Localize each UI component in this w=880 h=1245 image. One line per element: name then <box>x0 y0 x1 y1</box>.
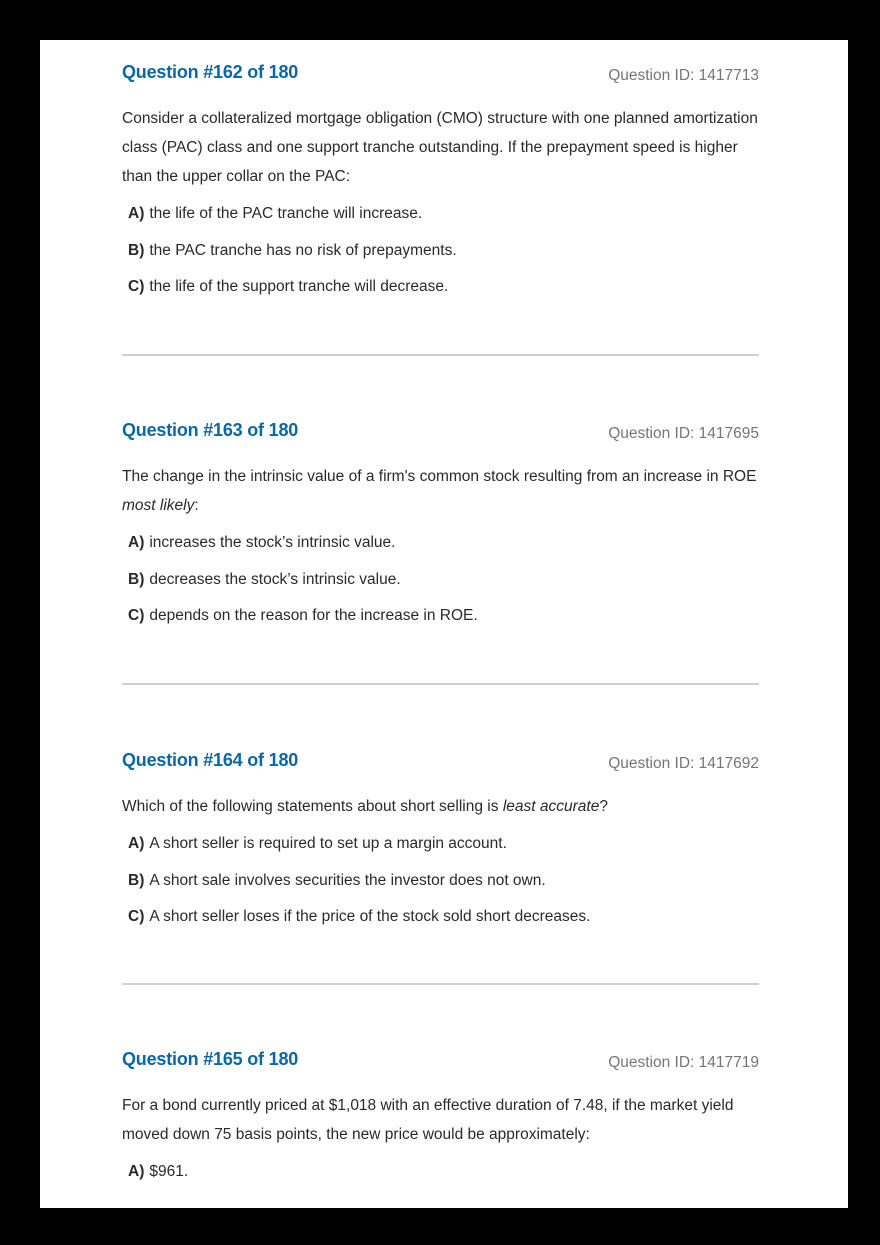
option-letter: A) <box>128 534 145 551</box>
answer-option-b[interactable] <box>128 240 759 277</box>
question-header <box>122 750 759 780</box>
stem-text: Which of the following statements about short selling is <box>122 798 503 815</box>
option-text: increases the stock’s intrinsic value. <box>149 534 396 551</box>
question-title: Question #165 of 180 <box>122 1049 299 1069</box>
question-block <box>122 62 759 313</box>
option-text: A short seller loses if the price of the stock sold short decreases. <box>149 908 591 925</box>
question-title: Question #164 of 180 <box>122 750 299 770</box>
question-title: Question #162 of 180 <box>122 62 299 82</box>
answer-option-c[interactable] <box>128 906 759 943</box>
option-letter: C) <box>128 908 145 925</box>
option-text: the life of the PAC tranche will increase. <box>149 205 423 222</box>
question-stem <box>122 462 759 520</box>
stem-text: The change in the intrinsic value of a firm's common stock resulting from an increase in ROE <box>122 468 757 485</box>
question-block <box>122 750 759 943</box>
option-letter: B) <box>128 570 145 588</box>
question-stem <box>122 1091 759 1149</box>
answer-option-c[interactable] <box>128 276 759 313</box>
question-id: Question ID: 1417695 <box>608 425 759 442</box>
answer-options <box>122 203 759 313</box>
section-divider <box>122 983 759 985</box>
option-text: A short seller is required to set up a margin account. <box>149 835 507 852</box>
option-text: $961. <box>149 1163 189 1180</box>
answer-option-a[interactable] <box>128 833 759 870</box>
option-letter: B) <box>128 241 145 259</box>
option-text: the PAC tranche has no risk of prepayments. <box>149 241 457 259</box>
answer-option-b[interactable] <box>128 569 759 606</box>
question-stem <box>122 104 759 191</box>
option-letter: A) <box>128 1163 145 1180</box>
option-letter: C) <box>128 607 145 624</box>
answer-options <box>122 1161 759 1198</box>
question-header <box>122 420 759 450</box>
answer-option-c[interactable] <box>128 605 759 642</box>
answer-option-b[interactable] <box>128 870 759 907</box>
question-id: Question ID: 1417692 <box>608 755 759 772</box>
section-divider <box>122 354 759 356</box>
document-page <box>40 40 848 1208</box>
stem-text: For a bond currently priced at $1,018 with an effective duration of 7.48, if the market yield moved down 75 basis points, the new price would be approximately: <box>122 1097 734 1143</box>
question-block <box>122 420 759 642</box>
stem-text: ? <box>599 798 608 815</box>
option-text: depends on the reason for the increase in ROE. <box>149 607 478 624</box>
question-header <box>122 1049 759 1079</box>
question-header <box>122 62 759 92</box>
stem-emphasis: least accurate <box>502 798 600 815</box>
option-letter: C) <box>128 278 145 295</box>
option-text: the life of the support tranche will decrease. <box>149 278 449 295</box>
answer-options <box>122 833 759 943</box>
option-letter: B) <box>128 871 145 889</box>
option-text: decreases the stock’s intrinsic value. <box>149 570 401 588</box>
answer-option-a[interactable] <box>128 1161 759 1198</box>
question-title: Question #163 of 180 <box>122 420 299 440</box>
option-text: A short sale involves securities the investor does not own. <box>149 871 546 889</box>
question-id: Question ID: 1417713 <box>608 67 759 84</box>
answer-options <box>122 532 759 642</box>
answer-option-a[interactable] <box>128 532 759 569</box>
stem-text: : <box>194 497 199 514</box>
section-divider <box>122 683 759 685</box>
question-id: Question ID: 1417719 <box>608 1054 759 1071</box>
question-block <box>122 1049 759 1198</box>
question-stem <box>122 792 759 821</box>
option-letter: A) <box>128 205 145 222</box>
stem-text: Consider a collateralized mortgage obligation (CMO) structure with one planned amortization class (PAC) class and one support tranche outstanding. If the prepayment speed is higher than the upper collar on the PAC: <box>122 110 758 185</box>
option-letter: A) <box>128 835 145 852</box>
answer-option-a[interactable] <box>128 203 759 240</box>
stem-emphasis: most likely <box>122 497 195 514</box>
